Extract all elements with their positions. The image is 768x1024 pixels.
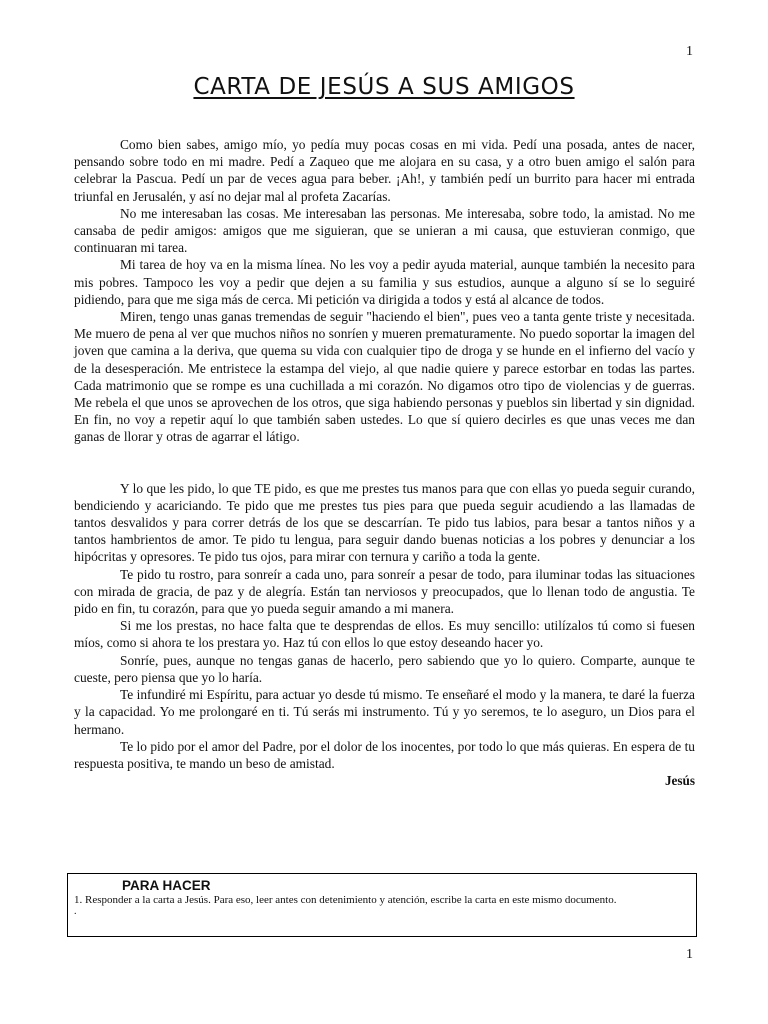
task-trailing-mark: . <box>74 906 77 917</box>
task-heading: PARA HACER <box>122 878 211 893</box>
letter-paragraph: Te lo pido por el amor del Padre, por el dolor de los inocentes, por todo lo que más quieras. En espera de tu respuesta positiva, te mando un beso de amistad. <box>74 738 695 771</box>
letter-paragraph: Mi tarea de hoy va en la misma línea. No les voy a pedir ayuda material, aunque también la necesito para mis pobres. Tampoco les voy a pedir que dejen a su familia y sus estudios, aunque a alguno sí se lo seguiré pidiendo, para que me siga más de cerca. Mi petición va dirigida a todos y está al alcance de todos. <box>74 257 695 307</box>
letter-paragraph: Te infundiré mi Espíritu, para actuar yo desde tú mismo. Te enseñaré el modo y la manera, te daré la fuerza y la capacidad. Yo me prolongaré en ti. Tú serás mi instrumento. Tú y yo seremos, te lo aseguro, un Dios para el hermano. <box>74 687 695 737</box>
paragraph-gap <box>74 446 695 480</box>
letter-paragraph: Y lo que les pido, lo que TE pido, es que me prestes tus manos para que con ellas yo pueda seguir curando, bendiciendo y acariciando. Te pido que me prestes tus pies para que pueda seguir acudiendo a las llamadas de tantos desvalidos y para correr detrás de los que se descarrían. Te pido tus labios, para besar a tantos niños y a tantos hambrientos de amor. Te pido tu lengua, para seguir dando buenas noticias a los pobres y denunciar a los hipócritas y opresores. Te pido tus ojos, para mirar con ternura y cariño a toda la gente. <box>74 480 695 565</box>
letter-paragraph: Miren, tengo unas ganas tremendas de seguir "haciendo el bien", pues veo a tanta gente triste y necesitada. Me muero de pena al ver que muchos niños no sonríen y mueren prematuramente. No puedo soportar la imagen del joven que camina a la deriva, que quema su vida con cualquier tipo de droga y se hunde en el infierno del vacío y de la desesperación. Me entristece la estampa del viejo, al que nadie quiere y parece estorbar en todas las partes. Cada matrimonio que se rompe es una cuchillada a mi corazón. No digamos otro tipo de violencias y de guerras. Me rebela el que unos se aprovechen de los otros, que siga habiendo personas y pueblos sin libertad y sin dignidad. En fin, no voy a repetir aquí lo que también saben ustedes. Lo que sí quiero decirles es que unas veces me dan ganas de llorar y otras de agarrar el látigo. <box>74 309 695 445</box>
task-box <box>67 873 697 937</box>
letter-paragraph: Si me los prestas, no hace falta que te desprendas de ellos. Es muy sencillo: utilízalos tú como si fuesen míos, como si ahora te los prestara yo. Haz tú con ellos lo que estoy deseando hacer yo. <box>74 618 695 651</box>
task-instruction: 1. Responder a la carta a Jesús. Para eso, leer antes con detenimiento y atención, escribe la carta en este mismo documento. <box>74 894 617 906</box>
letter-paragraph: Te pido tu rostro, para sonreír a cada uno, para sonreír a pesar de todo, para iluminar todas las situaciones con mirada de gracia, de paz y de alegría. Están tan nerviosos y preocupados, que lo llenan todo de angustia. Te pido en fin, tu corazón, para que yo pueda seguir amando a mi manera. <box>74 566 695 617</box>
page-number-top: 1 <box>686 44 693 59</box>
letter-paragraph: Sonríe, pues, aunque no tengas ganas de hacerlo, pero sabiendo que yo lo quiero. Comparte, aunque te cueste, pero piensa que yo lo haría. <box>74 652 695 685</box>
page-number-bottom: 1 <box>686 947 693 962</box>
signature: Jesús <box>664 773 695 789</box>
letter-title: CARTA DE JESÚS A SUS AMIGOS <box>193 74 575 100</box>
letter-paragraph: No me interesaban las cosas. Me interesaban las personas. Me interesaba, sobre todo, la amistad. No me cansaba de pedir amigos: amigos que me siguieran, que se unieran a mi causa, que estuvieran conmigo, que continuaran mi tarea. <box>74 205 695 256</box>
letter-body <box>74 136 695 789</box>
letter-paragraph: Como bien sabes, amigo mío, yo pedía muy pocas cosas en mi vida. Pedí una posada, antes de nacer, pensando sobre todo en mi madre. Pedí a Zaqueo que me alojara en su casa, y a otro buen amigo el salón para celebrar la Pascua. Pedí un par de veces agua para beber. ¡Ah!, y también pedí un burrito para hacer mi entrada triunfal en Jerusalén, y así no dejar mal al profeta Zacarías. <box>74 137 695 204</box>
